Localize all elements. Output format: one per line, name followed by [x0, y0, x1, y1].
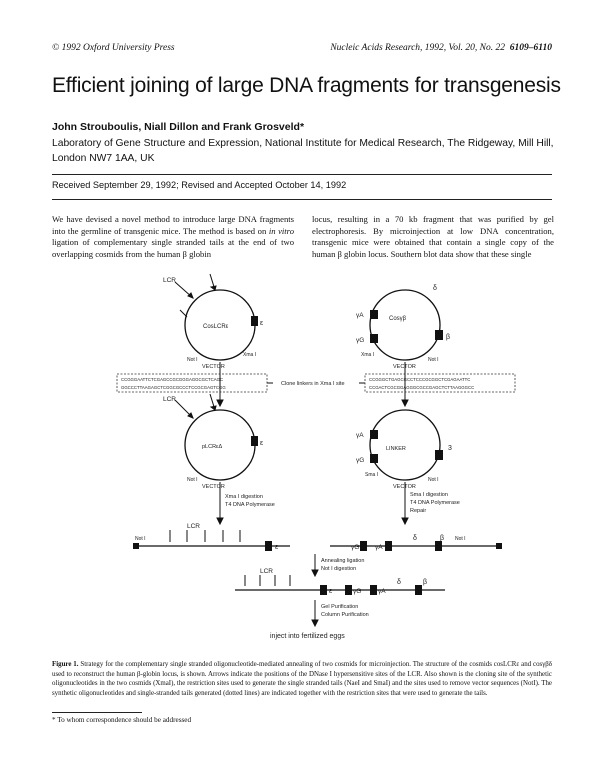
cosmid-right-mid [370, 410, 440, 480]
label-not-frag-left: Not I [135, 536, 146, 542]
label-lcr-top: LCR [163, 277, 177, 284]
step-right-1: Sma I digestion [410, 492, 448, 498]
label-gamma-g-top: γG [356, 337, 365, 344]
label-beta-top: β [446, 334, 451, 341]
label-vector-ml: VECTOR [202, 484, 225, 490]
epsilon-box-top [251, 316, 258, 326]
label-epsilon-frag: ε [275, 544, 279, 551]
received-dates: Received September 29, 1992; Revised and Accepted October 14, 1992 [52, 180, 347, 190]
gamma-g-box-mid [370, 454, 378, 463]
article-title: Efficient joining of large DNA fragments for transgenesis [52, 74, 561, 97]
epsilon-box-mid [251, 436, 258, 446]
purify-2: Column Purification [321, 612, 369, 618]
label-xma-tl: Xma I [243, 352, 257, 358]
beta-box-mid [435, 450, 443, 460]
divider-bottom [52, 199, 552, 200]
label-cos-beta: Cosγβ [389, 316, 407, 322]
label-linker-mid: LINKER [386, 446, 406, 452]
gamma-g-box-top [370, 334, 378, 343]
footnote-divider [52, 712, 142, 713]
label-vector-tr: VECTOR [393, 364, 416, 370]
figure-caption [52, 660, 552, 698]
abstract-text-pre: We have devised a novel method to introduce large DNA fragments into the germline of transgenic mice. The method is based on [52, 214, 294, 236]
figure-diagram [115, 270, 545, 650]
oligo-bottom-right: CCGACTCGCGGAGGGCGCCGAGCTCTTAAGGGCC [369, 385, 475, 390]
label-three: 3 [448, 445, 452, 452]
label-delta-top: δ [433, 285, 437, 292]
label-not-mr: Not I [428, 477, 439, 483]
label-clone-linkers: Clone linkers in Xma I site [281, 381, 345, 387]
label-lcr-bottom: LCR [187, 523, 201, 530]
label-gamma-g-mid: γG [356, 457, 365, 464]
label-vector-tl: VECTOR [202, 364, 225, 370]
oligo-top-left: CCGGGAATTCTCGAGCCGCGGGAGGCGCTCAGC [121, 377, 224, 382]
label-epsilon-mid: ε [260, 440, 264, 447]
gamma-a-box-top [370, 310, 378, 319]
header-copyright: © 1992 Oxford University Press [52, 43, 175, 53]
header-journal [330, 43, 552, 53]
footnote: * To whom correspondence should be addressed [52, 716, 192, 724]
label-sma-mr: Sma I [365, 472, 379, 478]
step-right-2: T4 DNA Polymerase [410, 500, 460, 506]
label-epsilon-top: ε [260, 320, 264, 327]
label-lcr-mid: LCR [163, 396, 177, 403]
label-vector-mr: VECTOR [393, 484, 416, 490]
beta-box-top [435, 330, 443, 340]
label-delta-joined: δ [397, 579, 401, 586]
label-gamma-a-joined: γA [378, 588, 386, 595]
divider-top [52, 174, 552, 175]
label-cos-lcr: CosLCRε [203, 324, 229, 330]
caption-text: Strategy for the complementary single stranded oligonucleotide-mediated annealing of two cosmids for microinjection. The structure of the cosmids cosLCRε and cosγβδ used to reconstruct the human β-globin locus, is shown. Arrows indicate the positions of the DNase I hypersensitive sites of the LCR. Also shown is the cloning site of the synthetic oligonucleotides in the two cosmids (XmaI), the restriction sites used to generate the single stranded tails (NaeI and SmaI) and the sites used to remove vector sequences (NotI). The synthetic oligonucleotides and single-stranded tails generated (dotted lines) are indicated together with the restriction sites that were used to generate the tails. [52, 661, 552, 697]
label-not-tl: Not I [187, 357, 198, 363]
annealing-1: Annealing ligation [321, 558, 365, 564]
oligo-bottom-left: GGCCCTTAAGAGCTCGGCGCCCTCCGCGAGTCGG [121, 385, 226, 390]
label-beta-joined: β [423, 579, 428, 586]
label-epsilon-joined: ε [329, 588, 333, 595]
abstract-left-column [52, 214, 294, 260]
page-range: 6109–6110 [509, 43, 552, 53]
step-right-3: Repair [410, 508, 427, 514]
label-plasmid-left: pLCRεΔ [202, 444, 223, 450]
step-left-2: T4 DNA Polymerase [225, 502, 275, 508]
inject-label: inject into fertilized eggs [270, 633, 345, 640]
purify-1: Gel Purification [321, 604, 359, 610]
gamma-a-box-mid [370, 430, 378, 439]
abstract-right-column: locus, resulting in a 70 kb fragment that was purified by gel electrophoresis. By microinjection at low DNA concentration, transgenic mice were obtained that contain a single copy of the human β globin locus. Southern blot data show that these single [312, 214, 554, 259]
label-gamma-a-mid: γA [356, 432, 364, 439]
authors: John Strouboulis, Niall Dillon and Frank Grosveld* [52, 121, 305, 133]
oligo-top-right: CCGGGCTGAGCGCCTCCCGCGGCTCGAGAATTC [369, 377, 471, 382]
journal-citation: Nucleic Acids Research, 1992, Vol. 20, No. 22 [330, 43, 506, 53]
label-not-ml: Not I [187, 477, 198, 483]
label-gamma-a-frag: γA [375, 544, 383, 551]
label-gamma-g-joined: γG [353, 588, 362, 595]
step-left-1: Xma I digestion [225, 494, 263, 500]
label-xma-tr: Xma I [361, 352, 375, 358]
abstract-text-italic: in vitro [268, 225, 294, 236]
affiliation: Laboratory of Gene Structure and Expression, National Institute for Medical Research, The Ridgeway, Mill Hill, London NW7 1AA, UK [52, 138, 554, 164]
annealing-2: Not I digestion [321, 566, 357, 572]
label-delta-frag: δ [413, 535, 417, 542]
label-lcr-joined: LCR [260, 568, 274, 575]
caption-label: Figure 1. [52, 661, 79, 668]
label-not-tr: Not I [428, 357, 439, 363]
label-not-frag-right: Not I [455, 536, 466, 542]
label-beta-frag: β [440, 535, 445, 542]
label-gamma-a-top: γA [356, 312, 364, 319]
cosmid-right-top [370, 290, 440, 360]
abstract-text-post: ligation of complementary single stranded tails at the end of two overlapping cosmids from the human β globin [52, 237, 294, 259]
label-gamma-g-frag: γG [351, 544, 360, 551]
